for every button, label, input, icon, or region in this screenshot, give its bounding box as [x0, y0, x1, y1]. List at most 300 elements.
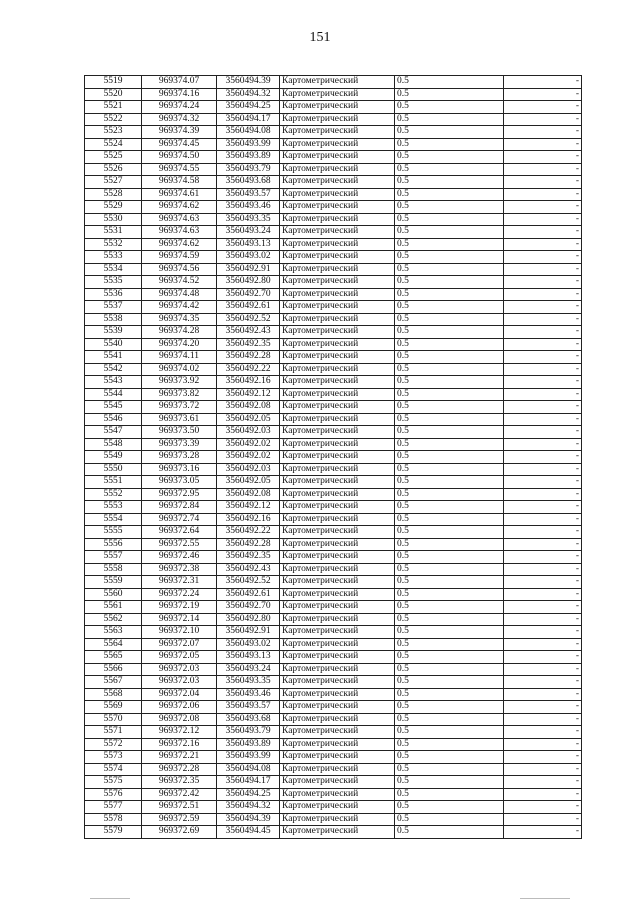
- table-row: [85, 238, 582, 251]
- point-number-cell: 5537: [85, 301, 142, 314]
- y-coordinate-cell: 3560492.12: [217, 388, 280, 401]
- table-row: [85, 326, 582, 339]
- point-number-cell: 5556: [85, 538, 142, 551]
- method-cell: Картометрический: [280, 463, 395, 476]
- x-coordinate-cell: 969374.11: [142, 351, 217, 364]
- point-number-cell: 5536: [85, 288, 142, 301]
- method-cell: Картометрический: [280, 401, 395, 414]
- accuracy-cell: 0.5: [395, 438, 504, 451]
- note-cell: -: [504, 676, 582, 689]
- method-cell: Картометрический: [280, 826, 395, 839]
- method-cell: Картометрический: [280, 238, 395, 251]
- method-cell: Картометрический: [280, 601, 395, 614]
- accuracy-cell: 0.5: [395, 288, 504, 301]
- note-cell: -: [504, 726, 582, 739]
- x-coordinate-cell: 969372.10: [142, 626, 217, 639]
- y-coordinate-cell: 3560493.99: [217, 138, 280, 151]
- y-coordinate-cell: 3560493.68: [217, 713, 280, 726]
- x-coordinate-cell: 969372.21: [142, 751, 217, 764]
- table-row: [85, 763, 582, 776]
- y-coordinate-cell: 3560492.12: [217, 501, 280, 514]
- table-row: [85, 338, 582, 351]
- accuracy-cell: 0.5: [395, 76, 504, 89]
- note-cell: -: [504, 238, 582, 251]
- x-coordinate-cell: 969374.56: [142, 263, 217, 276]
- method-cell: Картометрический: [280, 413, 395, 426]
- x-coordinate-cell: 969373.92: [142, 376, 217, 389]
- point-number-cell: 5533: [85, 251, 142, 264]
- accuracy-cell: 0.5: [395, 513, 504, 526]
- table-row: [85, 376, 582, 389]
- x-coordinate-cell: 969372.69: [142, 826, 217, 839]
- x-coordinate-cell: 969373.50: [142, 426, 217, 439]
- y-coordinate-cell: 3560493.99: [217, 751, 280, 764]
- accuracy-cell: 0.5: [395, 638, 504, 651]
- accuracy-cell: 0.5: [395, 676, 504, 689]
- method-cell: Картометрический: [280, 488, 395, 501]
- method-cell: Картометрический: [280, 751, 395, 764]
- point-number-cell: 5543: [85, 376, 142, 389]
- x-coordinate-cell: 969372.31: [142, 576, 217, 589]
- note-cell: -: [504, 538, 582, 551]
- y-coordinate-cell: 3560492.35: [217, 338, 280, 351]
- table-row: [85, 101, 582, 114]
- accuracy-cell: 0.5: [395, 776, 504, 789]
- point-number-cell: 5539: [85, 326, 142, 339]
- y-coordinate-cell: 3560492.70: [217, 288, 280, 301]
- method-cell: Картометрический: [280, 376, 395, 389]
- table-row: [85, 176, 582, 189]
- x-coordinate-cell: 969374.07: [142, 76, 217, 89]
- method-cell: Картометрический: [280, 776, 395, 789]
- y-coordinate-cell: 3560493.79: [217, 163, 280, 176]
- table-row: [85, 301, 582, 314]
- method-cell: Картометрический: [280, 326, 395, 339]
- accuracy-cell: 0.5: [395, 151, 504, 164]
- point-number-cell: 5524: [85, 138, 142, 151]
- accuracy-cell: 0.5: [395, 251, 504, 264]
- method-cell: Картометрический: [280, 613, 395, 626]
- y-coordinate-cell: 3560492.52: [217, 576, 280, 589]
- table-row: [85, 713, 582, 726]
- point-number-cell: 5523: [85, 126, 142, 139]
- method-cell: Картометрический: [280, 426, 395, 439]
- point-number-cell: 5552: [85, 488, 142, 501]
- note-cell: -: [504, 738, 582, 751]
- accuracy-cell: 0.5: [395, 413, 504, 426]
- note-cell: -: [504, 176, 582, 189]
- point-number-cell: 5563: [85, 626, 142, 639]
- point-number-cell: 5568: [85, 688, 142, 701]
- accuracy-cell: 0.5: [395, 263, 504, 276]
- note-cell: -: [504, 276, 582, 289]
- table-row: [85, 288, 582, 301]
- x-coordinate-cell: 969372.04: [142, 688, 217, 701]
- x-coordinate-cell: 969372.46: [142, 551, 217, 564]
- x-coordinate-cell: 969374.42: [142, 301, 217, 314]
- coordinates-table: [84, 75, 582, 839]
- accuracy-cell: 0.5: [395, 651, 504, 664]
- point-number-cell: 5528: [85, 188, 142, 201]
- y-coordinate-cell: 3560492.43: [217, 326, 280, 339]
- coordinates-table-body: [85, 76, 582, 839]
- x-coordinate-cell: 969374.48: [142, 288, 217, 301]
- point-number-cell: 5521: [85, 101, 142, 114]
- point-number-cell: 5572: [85, 738, 142, 751]
- accuracy-cell: 0.5: [395, 226, 504, 239]
- y-coordinate-cell: 3560492.61: [217, 588, 280, 601]
- note-cell: -: [504, 113, 582, 126]
- y-coordinate-cell: 3560494.32: [217, 88, 280, 101]
- method-cell: Картометрический: [280, 801, 395, 814]
- point-number-cell: 5561: [85, 601, 142, 614]
- y-coordinate-cell: 3560493.02: [217, 251, 280, 264]
- method-cell: Картометрический: [280, 213, 395, 226]
- method-cell: Картометрический: [280, 588, 395, 601]
- point-number-cell: 5573: [85, 751, 142, 764]
- note-cell: -: [504, 376, 582, 389]
- y-coordinate-cell: 3560492.52: [217, 313, 280, 326]
- note-cell: -: [504, 551, 582, 564]
- x-coordinate-cell: 969374.59: [142, 251, 217, 264]
- point-number-cell: 5551: [85, 476, 142, 489]
- note-cell: -: [504, 576, 582, 589]
- accuracy-cell: 0.5: [395, 751, 504, 764]
- note-cell: -: [504, 613, 582, 626]
- note-cell: -: [504, 388, 582, 401]
- y-coordinate-cell: 3560492.08: [217, 488, 280, 501]
- table-row: [85, 688, 582, 701]
- x-coordinate-cell: 969374.55: [142, 163, 217, 176]
- method-cell: Картометрический: [280, 526, 395, 539]
- method-cell: Картометрический: [280, 538, 395, 551]
- accuracy-cell: 0.5: [395, 276, 504, 289]
- point-number-cell: 5541: [85, 351, 142, 364]
- table-row: [85, 76, 582, 89]
- note-cell: -: [504, 101, 582, 114]
- note-cell: -: [504, 438, 582, 451]
- note-cell: -: [504, 251, 582, 264]
- note-cell: -: [504, 326, 582, 339]
- y-coordinate-cell: 3560493.13: [217, 238, 280, 251]
- x-coordinate-cell: 969374.20: [142, 338, 217, 351]
- point-number-cell: 5534: [85, 263, 142, 276]
- y-coordinate-cell: 3560492.03: [217, 463, 280, 476]
- point-number-cell: 5567: [85, 676, 142, 689]
- y-coordinate-cell: 3560492.16: [217, 513, 280, 526]
- y-coordinate-cell: 3560492.16: [217, 376, 280, 389]
- note-cell: -: [504, 651, 582, 664]
- y-coordinate-cell: 3560492.22: [217, 363, 280, 376]
- method-cell: Картометрический: [280, 713, 395, 726]
- table-row: [85, 576, 582, 589]
- x-coordinate-cell: 969374.62: [142, 238, 217, 251]
- method-cell: Картометрический: [280, 226, 395, 239]
- accuracy-cell: 0.5: [395, 488, 504, 501]
- accuracy-cell: 0.5: [395, 601, 504, 614]
- method-cell: Картометрический: [280, 638, 395, 651]
- y-coordinate-cell: 3560493.35: [217, 676, 280, 689]
- y-coordinate-cell: 3560493.46: [217, 688, 280, 701]
- note-cell: -: [504, 413, 582, 426]
- x-coordinate-cell: 969373.82: [142, 388, 217, 401]
- x-coordinate-cell: 969372.74: [142, 513, 217, 526]
- table-row: [85, 751, 582, 764]
- table-row: [85, 501, 582, 514]
- y-coordinate-cell: 3560492.28: [217, 538, 280, 551]
- table-row: [85, 663, 582, 676]
- table-row: [85, 113, 582, 126]
- y-coordinate-cell: 3560492.02: [217, 451, 280, 464]
- point-number-cell: 5554: [85, 513, 142, 526]
- table-row: [85, 701, 582, 714]
- point-number-cell: 5557: [85, 551, 142, 564]
- x-coordinate-cell: 969372.38: [142, 563, 217, 576]
- method-cell: Картометрический: [280, 388, 395, 401]
- method-cell: Картометрический: [280, 101, 395, 114]
- page-number: 151: [309, 30, 331, 45]
- point-number-cell: 5549: [85, 451, 142, 464]
- accuracy-cell: 0.5: [395, 688, 504, 701]
- note-cell: -: [504, 151, 582, 164]
- x-coordinate-cell: 969372.42: [142, 788, 217, 801]
- point-number-cell: 5520: [85, 88, 142, 101]
- note-cell: -: [504, 188, 582, 201]
- point-number-cell: 5562: [85, 613, 142, 626]
- table-row: [85, 788, 582, 801]
- table-row: [85, 538, 582, 551]
- point-number-cell: 5574: [85, 763, 142, 776]
- y-coordinate-cell: 3560492.22: [217, 526, 280, 539]
- method-cell: Картометрический: [280, 126, 395, 139]
- method-cell: Картометрический: [280, 476, 395, 489]
- x-coordinate-cell: 969374.50: [142, 151, 217, 164]
- table-row: [85, 251, 582, 264]
- accuracy-cell: 0.5: [395, 576, 504, 589]
- x-coordinate-cell: 969373.16: [142, 463, 217, 476]
- point-number-cell: 5578: [85, 813, 142, 826]
- x-coordinate-cell: 969374.39: [142, 126, 217, 139]
- note-cell: -: [504, 126, 582, 139]
- point-number-cell: 5547: [85, 426, 142, 439]
- y-coordinate-cell: 3560493.24: [217, 226, 280, 239]
- accuracy-cell: 0.5: [395, 551, 504, 564]
- table-row: [85, 438, 582, 451]
- y-coordinate-cell: 3560494.08: [217, 126, 280, 139]
- x-coordinate-cell: 969372.08: [142, 713, 217, 726]
- x-coordinate-cell: 969373.61: [142, 413, 217, 426]
- point-number-cell: 5555: [85, 526, 142, 539]
- accuracy-cell: 0.5: [395, 626, 504, 639]
- point-number-cell: 5576: [85, 788, 142, 801]
- accuracy-cell: 0.5: [395, 451, 504, 464]
- accuracy-cell: 0.5: [395, 613, 504, 626]
- table-row: [85, 213, 582, 226]
- accuracy-cell: 0.5: [395, 663, 504, 676]
- x-coordinate-cell: 969372.03: [142, 676, 217, 689]
- note-cell: -: [504, 76, 582, 89]
- note-cell: -: [504, 213, 582, 226]
- y-coordinate-cell: 3560492.91: [217, 263, 280, 276]
- table-row: [85, 476, 582, 489]
- note-cell: -: [504, 588, 582, 601]
- table-row: [85, 563, 582, 576]
- note-cell: -: [504, 713, 582, 726]
- x-coordinate-cell: 969374.61: [142, 188, 217, 201]
- table-row: [85, 426, 582, 439]
- accuracy-cell: 0.5: [395, 176, 504, 189]
- table-row: [85, 263, 582, 276]
- note-cell: -: [504, 263, 582, 276]
- method-cell: Картометрический: [280, 726, 395, 739]
- x-coordinate-cell: 969372.64: [142, 526, 217, 539]
- note-cell: -: [504, 513, 582, 526]
- point-number-cell: 5522: [85, 113, 142, 126]
- table-row: [85, 413, 582, 426]
- accuracy-cell: 0.5: [395, 126, 504, 139]
- note-cell: -: [504, 526, 582, 539]
- method-cell: Картометрический: [280, 163, 395, 176]
- y-coordinate-cell: 3560493.57: [217, 188, 280, 201]
- point-number-cell: 5577: [85, 801, 142, 814]
- method-cell: Картометрический: [280, 176, 395, 189]
- note-cell: -: [504, 138, 582, 151]
- accuracy-cell: 0.5: [395, 713, 504, 726]
- y-coordinate-cell: 3560492.28: [217, 351, 280, 364]
- note-cell: -: [504, 776, 582, 789]
- note-cell: -: [504, 663, 582, 676]
- x-coordinate-cell: 969374.24: [142, 101, 217, 114]
- table-row: [85, 738, 582, 751]
- accuracy-cell: 0.5: [395, 338, 504, 351]
- point-number-cell: 5559: [85, 576, 142, 589]
- y-coordinate-cell: 3560492.35: [217, 551, 280, 564]
- method-cell: Картометрический: [280, 276, 395, 289]
- x-coordinate-cell: 969372.24: [142, 588, 217, 601]
- table-row: [85, 488, 582, 501]
- y-coordinate-cell: 3560492.05: [217, 476, 280, 489]
- accuracy-cell: 0.5: [395, 388, 504, 401]
- point-number-cell: 5570: [85, 713, 142, 726]
- method-cell: Картометрический: [280, 663, 395, 676]
- method-cell: Картометрический: [280, 501, 395, 514]
- table-row: [85, 276, 582, 289]
- x-coordinate-cell: 969372.51: [142, 801, 217, 814]
- table-row: [85, 463, 582, 476]
- accuracy-cell: 0.5: [395, 163, 504, 176]
- x-coordinate-cell: 969374.35: [142, 313, 217, 326]
- method-cell: Картометрический: [280, 438, 395, 451]
- point-number-cell: 5546: [85, 413, 142, 426]
- table-row: [85, 813, 582, 826]
- x-coordinate-cell: 969372.55: [142, 538, 217, 551]
- table-row: [85, 363, 582, 376]
- y-coordinate-cell: 3560493.46: [217, 201, 280, 214]
- table-row: [85, 388, 582, 401]
- note-cell: -: [504, 351, 582, 364]
- point-number-cell: 5531: [85, 226, 142, 239]
- x-coordinate-cell: 969372.05: [142, 651, 217, 664]
- method-cell: Картометрический: [280, 701, 395, 714]
- accuracy-cell: 0.5: [395, 726, 504, 739]
- accuracy-cell: 0.5: [395, 313, 504, 326]
- x-coordinate-cell: 969374.16: [142, 88, 217, 101]
- y-coordinate-cell: 3560493.35: [217, 213, 280, 226]
- table-row: [85, 551, 582, 564]
- method-cell: Картометрический: [280, 151, 395, 164]
- table-row: [85, 601, 582, 614]
- method-cell: Картометрический: [280, 451, 395, 464]
- point-number-cell: 5560: [85, 588, 142, 601]
- note-cell: -: [504, 226, 582, 239]
- table-row: [85, 138, 582, 151]
- accuracy-cell: 0.5: [395, 813, 504, 826]
- x-coordinate-cell: 969372.84: [142, 501, 217, 514]
- x-coordinate-cell: 969374.62: [142, 201, 217, 214]
- y-coordinate-cell: 3560493.13: [217, 651, 280, 664]
- y-coordinate-cell: 3560494.39: [217, 813, 280, 826]
- accuracy-cell: 0.5: [395, 538, 504, 551]
- note-cell: -: [504, 288, 582, 301]
- y-coordinate-cell: 3560494.08: [217, 763, 280, 776]
- accuracy-cell: 0.5: [395, 401, 504, 414]
- method-cell: Картометрический: [280, 788, 395, 801]
- accuracy-cell: 0.5: [395, 301, 504, 314]
- note-cell: -: [504, 301, 582, 314]
- table-row: [85, 201, 582, 214]
- x-coordinate-cell: 969374.63: [142, 213, 217, 226]
- y-coordinate-cell: 3560493.24: [217, 663, 280, 676]
- point-number-cell: 5538: [85, 313, 142, 326]
- table-row: [85, 726, 582, 739]
- point-number-cell: 5530: [85, 213, 142, 226]
- x-coordinate-cell: 969372.19: [142, 601, 217, 614]
- table-row: [85, 451, 582, 464]
- accuracy-cell: 0.5: [395, 376, 504, 389]
- x-coordinate-cell: 969372.06: [142, 701, 217, 714]
- point-number-cell: 5544: [85, 388, 142, 401]
- method-cell: Картометрический: [280, 301, 395, 314]
- point-number-cell: 5553: [85, 501, 142, 514]
- note-cell: -: [504, 451, 582, 464]
- method-cell: Картометрический: [280, 738, 395, 751]
- x-coordinate-cell: 969374.32: [142, 113, 217, 126]
- note-cell: -: [504, 201, 582, 214]
- table-row: [85, 188, 582, 201]
- method-cell: Картометрический: [280, 188, 395, 201]
- accuracy-cell: 0.5: [395, 563, 504, 576]
- y-coordinate-cell: 3560494.39: [217, 76, 280, 89]
- method-cell: Картометрический: [280, 676, 395, 689]
- method-cell: Картометрический: [280, 251, 395, 264]
- note-cell: -: [504, 813, 582, 826]
- y-coordinate-cell: 3560492.02: [217, 438, 280, 451]
- point-number-cell: 5579: [85, 826, 142, 839]
- y-coordinate-cell: 3560493.89: [217, 738, 280, 751]
- method-cell: Картометрический: [280, 338, 395, 351]
- accuracy-cell: 0.5: [395, 801, 504, 814]
- y-coordinate-cell: 3560492.80: [217, 276, 280, 289]
- y-coordinate-cell: 3560492.61: [217, 301, 280, 314]
- note-cell: -: [504, 751, 582, 764]
- accuracy-cell: 0.5: [395, 826, 504, 839]
- x-coordinate-cell: 969373.05: [142, 476, 217, 489]
- accuracy-cell: 0.5: [395, 238, 504, 251]
- note-cell: -: [504, 463, 582, 476]
- y-coordinate-cell: 3560494.45: [217, 826, 280, 839]
- x-coordinate-cell: 969372.03: [142, 663, 217, 676]
- y-coordinate-cell: 3560493.57: [217, 701, 280, 714]
